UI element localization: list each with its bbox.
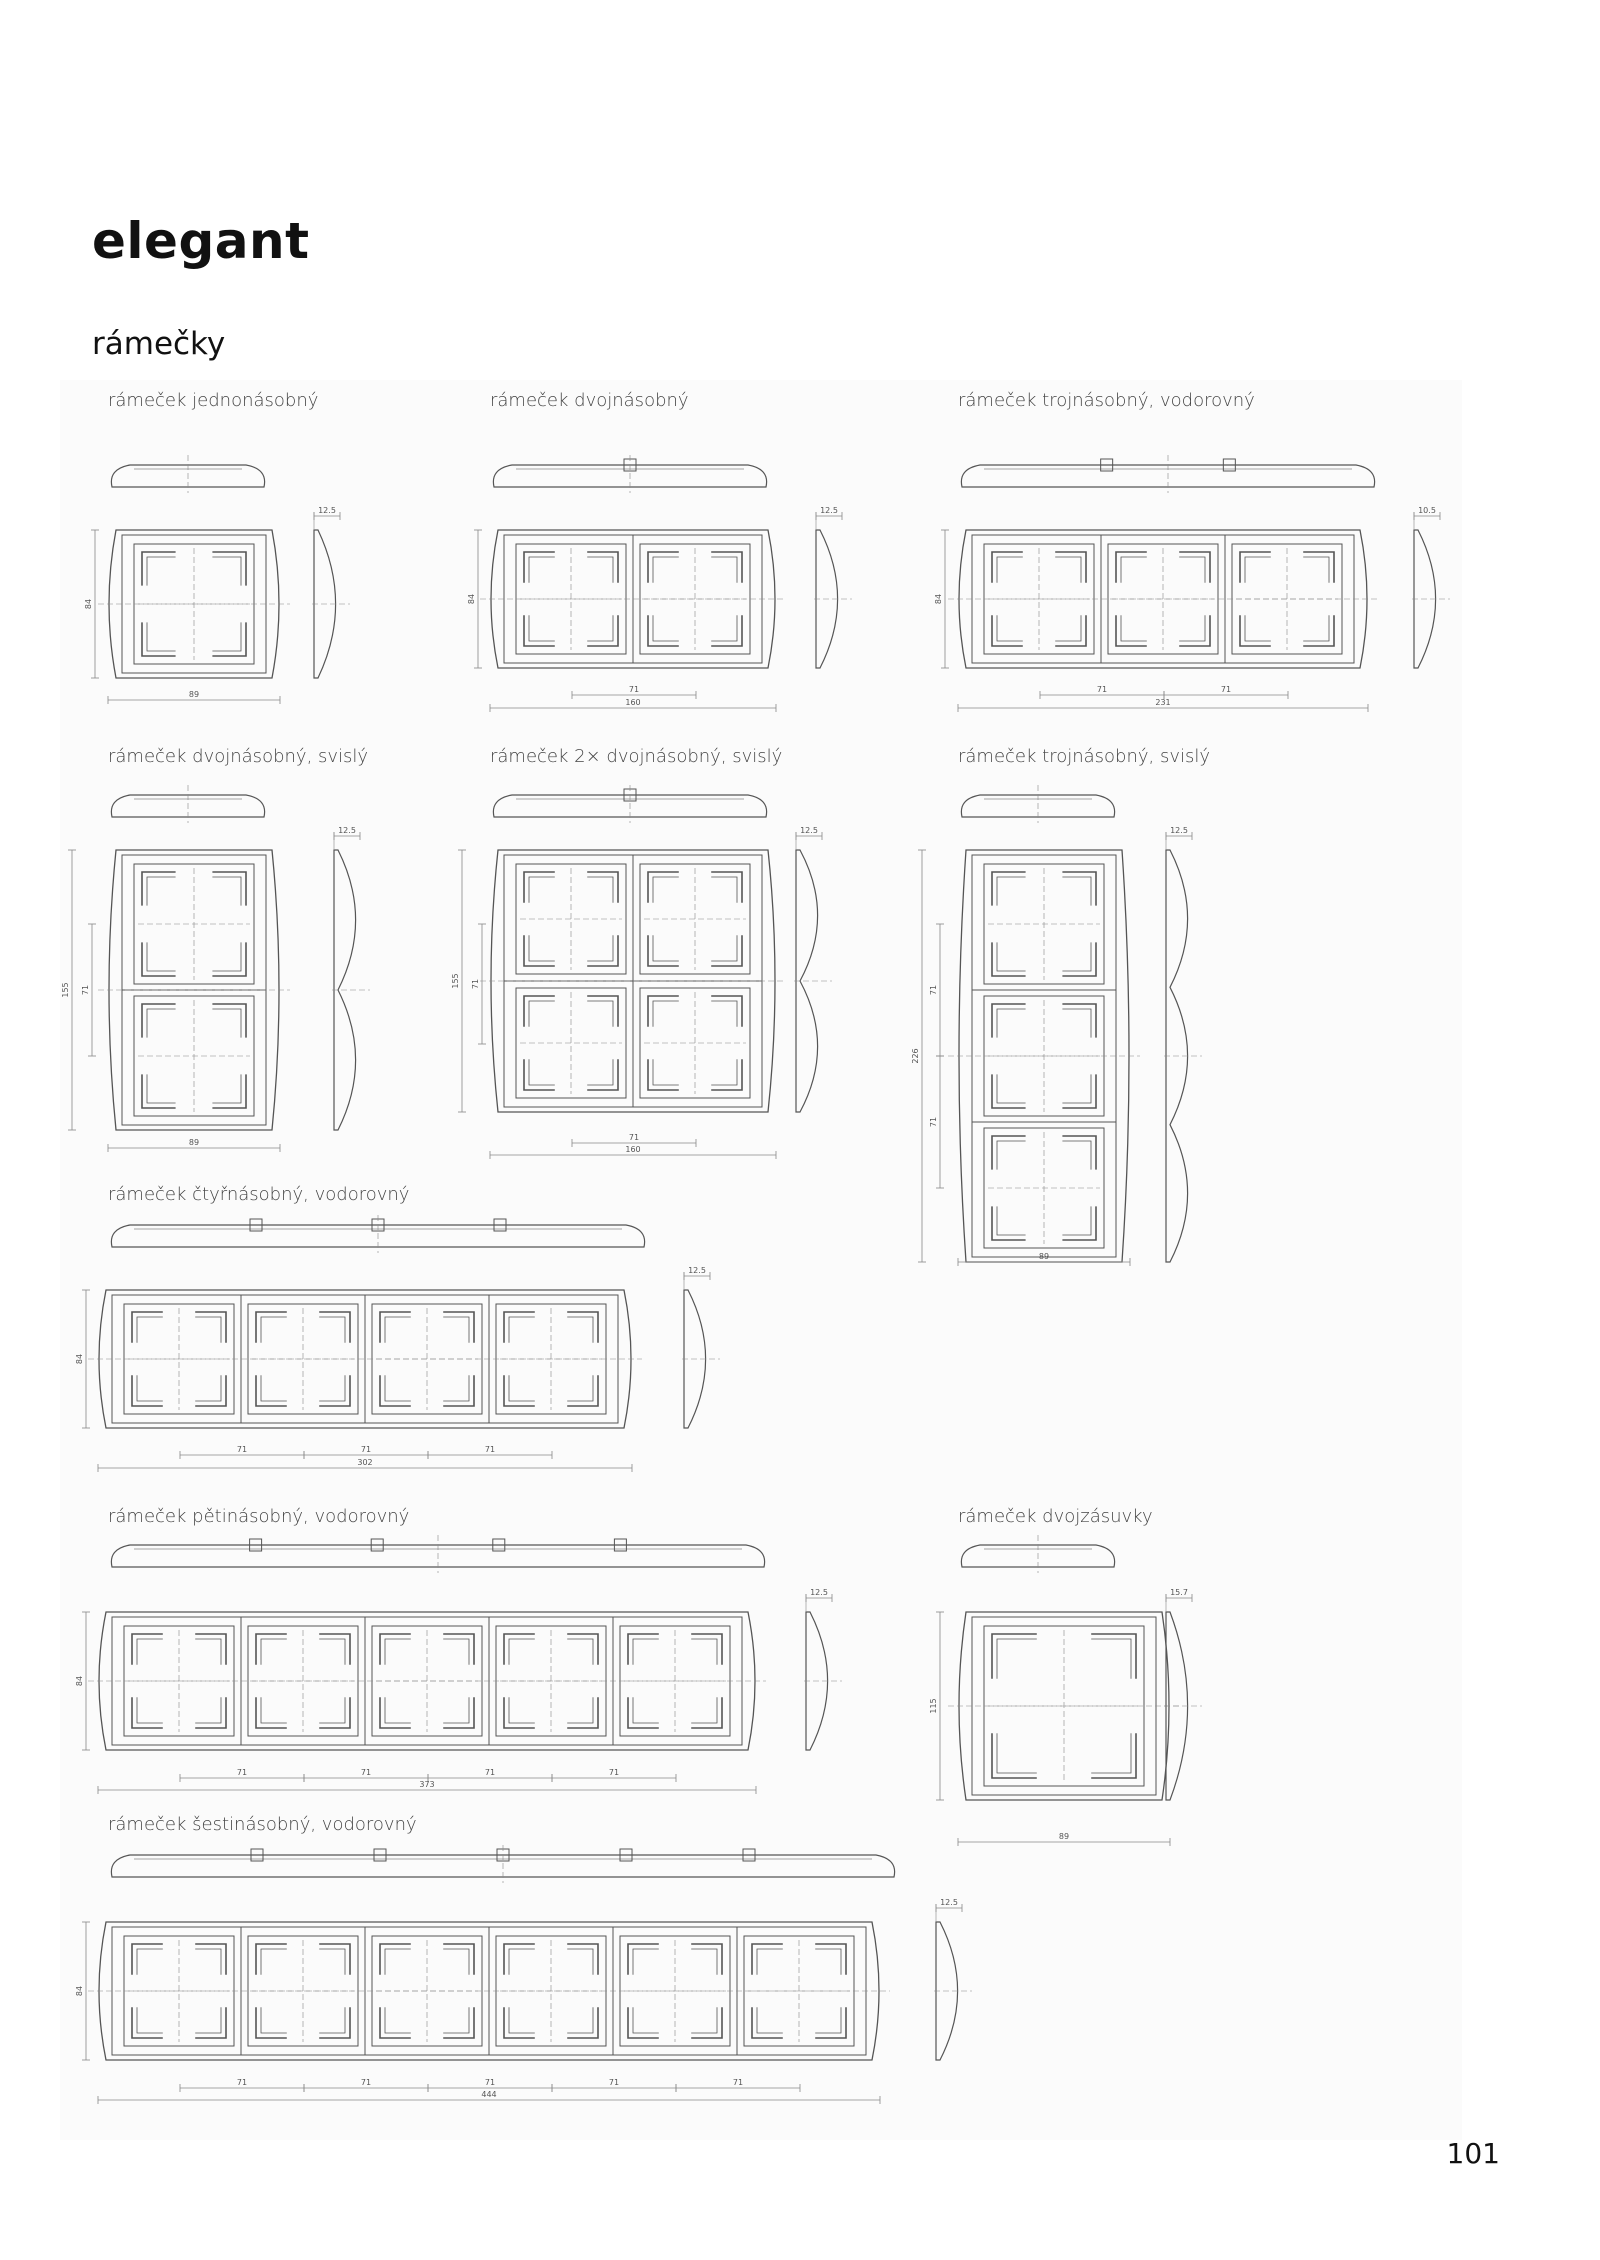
page-title: elegant [92, 212, 310, 270]
dimension-label: 71 [236, 1445, 248, 1454]
drawing-label-quintuple: rámeček pětinásobný, vodorovný [108, 1506, 410, 1527]
dimension-label: 71 [360, 1445, 372, 1454]
dimension-label: 84 [75, 1353, 84, 1365]
dimension-label: 89 [1058, 1832, 1070, 1841]
dimension-label: 71 [236, 1768, 248, 1777]
dimension-label: 71 [628, 1133, 640, 1142]
dimension-label: 71 [360, 1768, 372, 1777]
dimension-label: 10.5 [1418, 506, 1436, 515]
dimension-label: 71 [484, 2078, 496, 2087]
dimension-label: 12.5 [318, 506, 336, 515]
dimension-label: 444 [481, 2090, 497, 2099]
drawing-label-2x-double-vertical: rámeček 2× dvojnásobný, svislý [490, 746, 783, 767]
dimension-label: 84 [84, 598, 93, 610]
drawing-label-quadruple: rámeček čtyřnásobný, vodorovný [108, 1184, 410, 1205]
dimension-label: 71 [1096, 685, 1108, 694]
dimension-label: 89 [188, 1138, 200, 1147]
dimension-label: 84 [75, 1985, 84, 1997]
dimension-label: 84 [467, 593, 476, 605]
dimension-label: 373 [419, 1780, 435, 1789]
dimension-label: 160 [625, 698, 641, 707]
dimension-label: 71 [628, 685, 640, 694]
drawing-panel [60, 380, 1462, 2140]
dimension-label: 15.7 [1170, 1588, 1188, 1597]
section-title: rámečky [92, 326, 226, 362]
dimension-label: 12.5 [810, 1588, 828, 1597]
drawing-label-double-vertical: rámeček dvojnásobný, svislý [108, 746, 369, 767]
dimension-label: 71 [929, 1116, 938, 1128]
dimension-label: 12.5 [820, 506, 838, 515]
drawing-label-double: rámeček dvojnásobný [490, 390, 689, 411]
dimension-label: 71 [236, 2078, 248, 2087]
dimension-label: 160 [625, 1145, 641, 1154]
dimension-label: 89 [1038, 1252, 1050, 1261]
dimension-label: 302 [357, 1458, 373, 1467]
dimension-label: 89 [188, 690, 200, 699]
dimension-label: 71 [81, 984, 90, 996]
dimension-label: 71 [1220, 685, 1232, 694]
dimension-label: 155 [451, 973, 460, 989]
dimension-label: 12.5 [1170, 826, 1188, 835]
drawing-label-triple-horizontal: rámeček trojnásobný, vodorovný [958, 390, 1255, 411]
drawing-label-double-socket: rámeček dvojzásuvky [958, 1506, 1153, 1527]
dimension-label: 115 [929, 1698, 938, 1714]
dimension-label: 155 [61, 982, 70, 998]
drawing-label-sextuple: rámeček šestinásobný, vodorovný [108, 1814, 417, 1835]
dimension-label: 71 [484, 1445, 496, 1454]
dimension-label: 84 [934, 593, 943, 605]
dimension-label: 71 [732, 2078, 744, 2087]
dimension-label: 71 [360, 2078, 372, 2087]
dimension-label: 12.5 [800, 826, 818, 835]
dimension-label: 12.5 [338, 826, 356, 835]
drawing-label-triple-vertical: rámeček trojnásobný, svislý [958, 746, 1211, 767]
dimension-label: 71 [471, 978, 480, 990]
dimension-label: 71 [484, 1768, 496, 1777]
dimension-label: 71 [608, 1768, 620, 1777]
dimension-label: 71 [929, 984, 938, 996]
dimension-label: 12.5 [940, 1898, 958, 1907]
dimension-label: 71 [608, 2078, 620, 2087]
page-number: 101 [1446, 2137, 1500, 2170]
dimension-label: 12.5 [688, 1266, 706, 1275]
dimension-label: 84 [75, 1675, 84, 1687]
drawing-label-single: rámeček jednonásobný [108, 390, 319, 411]
dimension-label: 226 [911, 1048, 920, 1064]
dimension-label: 231 [1155, 698, 1171, 707]
